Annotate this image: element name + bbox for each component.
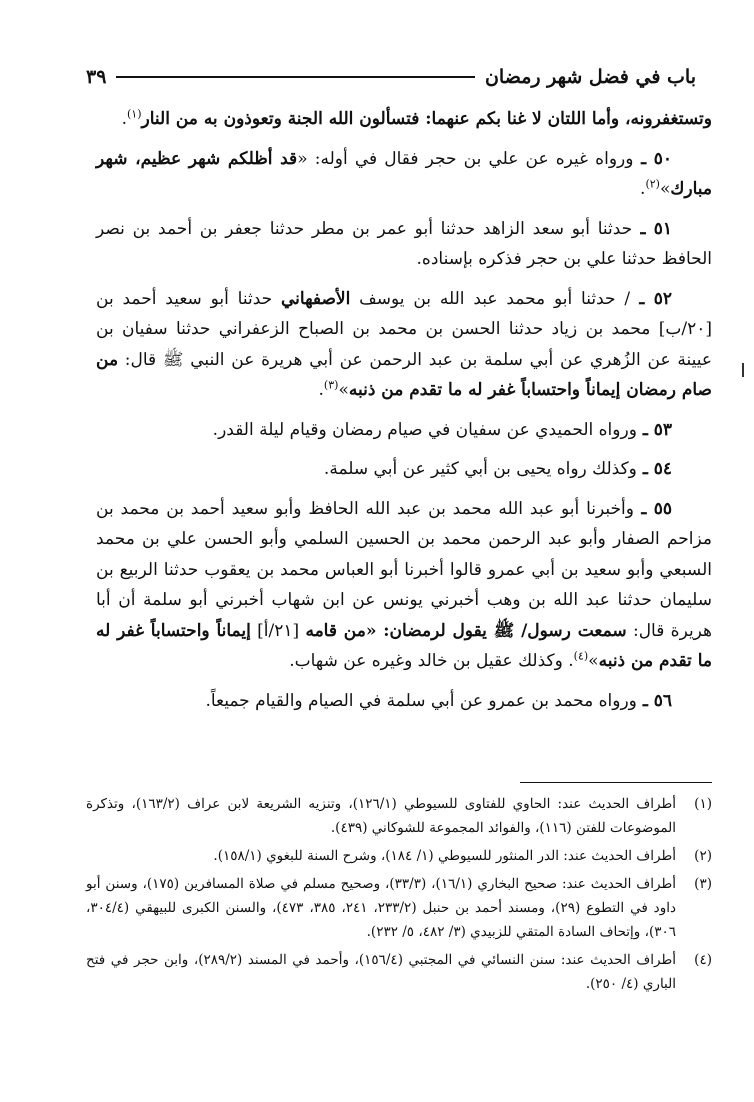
footnote [86, 948, 712, 996]
manuscript-folio-mark: [٢١/أ] [257, 620, 300, 641]
text-run: الأصفهاني [280, 288, 351, 309]
text-run: وتستغفرونه، وأما اللتان لا غنا بكم عنهما: فتسألون الله الجنة وتعوذون به من النار [141, 109, 712, 129]
page-number: ٣٩ [86, 66, 107, 88]
footnote-text: أطراف الحديث عند: سنن النسائي في المجتبي (١٥٦/٤)، وأحمد في المسند (٢٨٩/٢)، وابن حجر في فتح الباري (٤/ ٢٥٠). [86, 952, 676, 992]
text-run: . [640, 179, 646, 199]
footnote-number: (٣) [694, 876, 712, 892]
text-run: ورواه الحميدي عن سفيان في صيام رمضان وقيام ليلة القدر. [212, 419, 637, 440]
running-title: باب في فضل شهر رمضان [484, 66, 696, 88]
footnote-ref: (٣) [323, 378, 339, 392]
text-run: » [338, 380, 349, 400]
text-run: . وكذلك عقيل بن خالد وغيره عن شهاب. [289, 651, 574, 671]
text-run: ٥٠ ـ [633, 148, 673, 169]
text-run: ٥٢ ـ [630, 288, 672, 309]
paragraph [96, 284, 712, 406]
manuscript-folio-mark: [٢٠/ب] [658, 319, 712, 339]
paragraph [96, 494, 712, 677]
footnote-ref: (٤) [573, 649, 589, 663]
text-run: قد أظلكم شهر عظيم، شهر مبارك [96, 148, 712, 199]
header-rule [116, 76, 475, 78]
text-run: وأخبرنا أبو عبد الله محمد بن عبد الله الحافظ وأبو سعيد أحمد بن محمد بن مزاحم الصفار وأبو عبد الرحمن محمد بن الحسين السلمي وأبو الحسن علي بن محمد السبعي وأبو سعيد بن أبي عمرو قالوا أخبرنا أبو العباس محمد بن يعقوب حدثنا الربيع بن سليمان حدثنا عبد الله بن وهب أخبرني يونس عن ابن شهاب أخبرني أبو سلمة أن أبا هريرة قال: [96, 498, 713, 641]
text-run: ٥٣ ـ [636, 419, 672, 440]
footnote [86, 872, 712, 944]
paragraph [96, 686, 712, 717]
text-run: . [318, 380, 324, 400]
main-text [96, 104, 712, 725]
text-run: » [588, 651, 599, 671]
text-run: من صام رمضان إيماناً واحتساباً غفر له ما تقدم من ذنبه [96, 349, 712, 400]
text-run: من قامه [305, 620, 366, 641]
text-run: ٥٥ ـ [633, 498, 672, 519]
text-run: سمعت رسول/ ﷺ يقول لرمضان: « [365, 620, 627, 641]
footnote-separator [520, 782, 712, 783]
paragraph [96, 214, 712, 275]
footnote-text: أطراف الحديث عند: صحيح البخاري (١٦/١)، (٣٣/٣)، وصحيح مسلم في صلاة المسافرين (١٧٥)، وسنن أبو داود في التطوع (٢٩)، ومسند أحمد بن حنبل (٢٣٣/٢، ٢٤١، ٣٨٥، ٤٧٣)، والسنن الكبرى للبيهقي (٣٠٤/٤، ٣٠٦)، وإتحاف السادة المتقي للزبيدي (٣/ ٤٨٢، ٥/ ٢٣٢). [86, 876, 676, 940]
footnote [86, 792, 712, 840]
text-run: ٥١ ـ [632, 218, 672, 239]
text-run: ٥٤ ـ [636, 459, 672, 479]
footnote-text: أطراف الحديث عند: الحاوي للفتاوى للسيوطي (١٢٦/١)، وتنزيه الشريعة لابن عراف (١٦٣/٢)، وتذكرة الموضوعات للفتن (١١٦)، والفوائد المجموعة للشوكاني (٤٣٩). [86, 796, 676, 836]
footnote-ref: (٢) [645, 177, 660, 191]
footnote [86, 844, 712, 868]
footnote-text: أطراف الحديث عند: الدر المنثور للسيوطي (١/ ١٨٤)، وشرح السنة للبغوي (١٥٨/١). [213, 848, 676, 864]
footnotes [86, 792, 712, 1000]
text-run: / حدثنا أبو محمد عبد الله بن يوسف [350, 288, 631, 309]
footnote-ref: (١) [127, 107, 142, 121]
page-header [86, 62, 696, 92]
paragraph [96, 415, 712, 446]
paragraph [96, 144, 712, 205]
text-run: محمد بن زياد حدثنا الحسن بن محمد بن الصباح الزعفراني حدثنا سفيان بن عيينة عن الزُهري عن أبي سلمة بن عبد الرحمن عن أبي هريرة عن النبي ﷺ قال: [96, 319, 712, 370]
text-run: ٥٦ ـ [636, 690, 672, 711]
footnote-number: (٤) [694, 952, 712, 968]
text-run: وكذلك رواه يحيى بن أبي كثير عن أبي سلمة. [323, 459, 637, 479]
text-run: ورواه غيره عن علي بن حجر فقال في أوله: « [297, 148, 634, 169]
paragraph [96, 104, 712, 135]
text-run: حدثنا أبو سعيد أحمد بن [96, 288, 281, 309]
footnote-number: (٢) [694, 848, 712, 864]
margin-mark [742, 363, 744, 377]
text-run: » [659, 179, 671, 199]
text-run: إيماناً واحتساباً غفر له ما تقدم من ذنبه [96, 620, 712, 671]
paragraph [96, 454, 712, 485]
footnote-number: (١) [694, 796, 712, 812]
text-run: . [121, 109, 127, 129]
text-run: حدثنا أبو سعد الزاهد حدثنا أبو عمر بن مطر حدثنا جعفر بن أحمد بن نصر الحافظ حدثنا علي بن حجر فذكره بإسناده. [96, 218, 712, 269]
text-run: ورواه محمد بن عمرو عن أبي سلمة في الصيام والقيام جميعاً. [205, 690, 637, 711]
